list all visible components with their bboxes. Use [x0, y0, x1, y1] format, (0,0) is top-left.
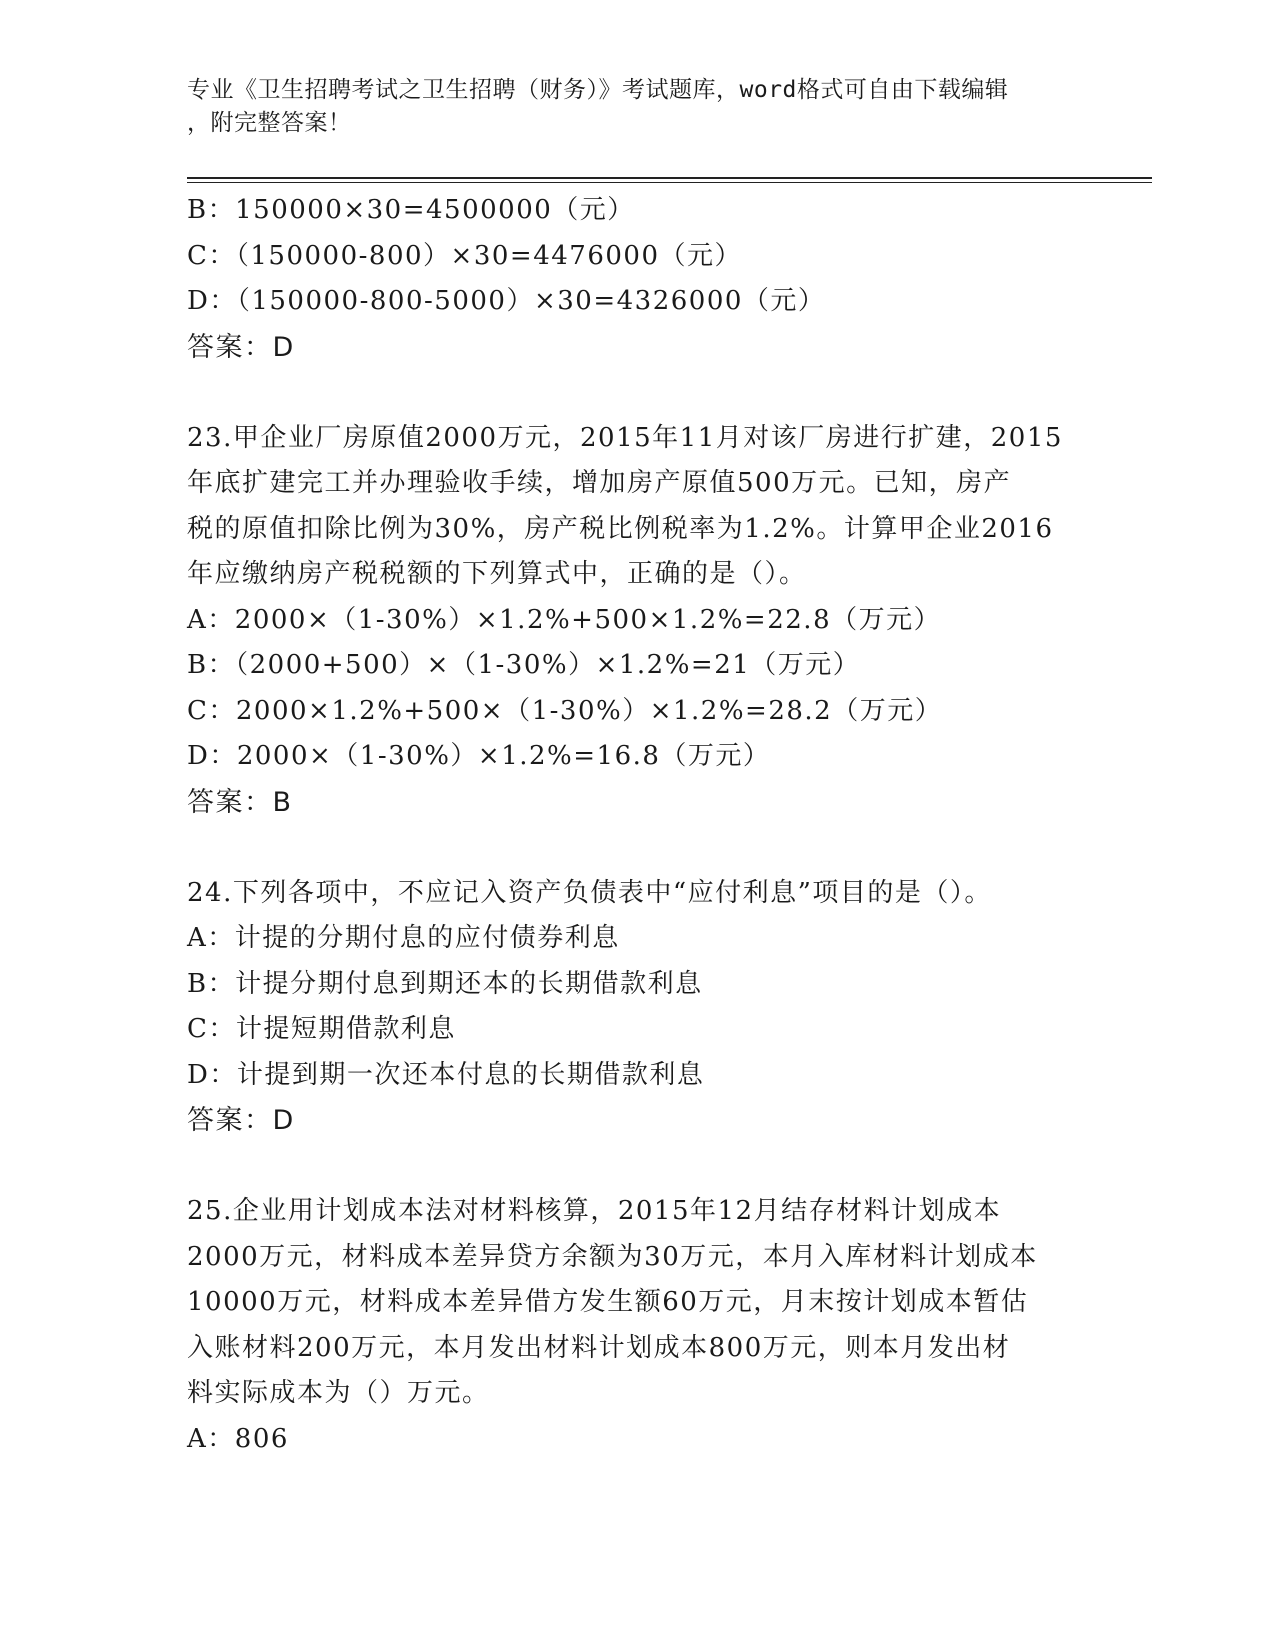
option-d: D：（150000-800-5000）×30=4326000（元） — [187, 286, 826, 316]
answer: 答案：D — [187, 1105, 295, 1136]
option-b: B：计提分期付息到期还本的长期借款利息 — [187, 968, 703, 999]
question-stem-line: 年底扩建完工并办理验收手续，增加房产原值500万元。已知，房产 — [187, 468, 1012, 498]
option-a: A：2000×（1-30%）×1.2%+500×1.2%=22.8（万元） — [187, 604, 942, 635]
spacer — [187, 825, 1087, 871]
option-a: A：806 — [187, 1423, 289, 1454]
option-b: B：（2000+500）×（1-30%）×1.2%=21（万元） — [187, 650, 861, 680]
option-c: C：计提短期借款利息 — [187, 1014, 456, 1044]
header-line-2: ，附完整答案！ — [187, 110, 352, 136]
option-c: C：（150000-800）×30=4476000（元） — [187, 240, 743, 271]
question-stem-line: 23.甲企业厂房原值2000万元，2015年11月对该厂房进行扩建，2015 — [187, 422, 1063, 453]
question-stem-line: 25.企业用计划成本法对材料核算，2015年12月结存材料计划成本 — [187, 1196, 1002, 1226]
question-stem-line: 10000万元，材料成本差异借方发生额60万元，月末按计划成本暂估 — [187, 1287, 1029, 1317]
question-stem-line: 料实际成本为（）万元。 — [187, 1378, 490, 1408]
question-22-tail — [187, 188, 1087, 370]
spacer — [187, 1144, 1087, 1190]
option-d: D：计提到期一次还本付息的长期借款利息 — [187, 1059, 705, 1090]
option-b: B：150000×30=4500000（元） — [187, 195, 635, 225]
question-content — [187, 188, 1087, 1462]
question-stem-line: 24.下列各项中，不应记入资产负债表中“应付利息”项目的是（）。 — [187, 877, 992, 908]
question-25 — [187, 1189, 1087, 1462]
answer: 答案：D — [187, 331, 295, 363]
question-stem-line: 年应缴纳房产税税额的下列算式中，正确的是（）。 — [187, 559, 807, 589]
header-divider — [187, 177, 1152, 183]
option-d: D：2000×（1-30%）×1.2%=16.8（万元） — [187, 741, 771, 771]
option-c: C：2000×1.2%+500×（1-30%）×1.2%=28.2（万元） — [187, 695, 943, 726]
question-stem-line: 入账材料200万元，本月发出材料计划成本800万元，则本月发出材 — [187, 1332, 1011, 1363]
question-23 — [187, 416, 1087, 826]
header-line-1: 专业《卫生招聘考试之卫生招聘（财务）》考试题库，word格式可自由下载编辑 — [187, 77, 1009, 103]
question-24 — [187, 871, 1087, 1144]
spacer — [187, 370, 1087, 416]
question-stem-line: 税的原值扣除比例为30%，房产税比例税率为1.2%。计算甲企业2016 — [187, 513, 1054, 544]
question-stem-line: 2000万元，材料成本差异贷方余额为30万元，本月入库材料计划成本 — [187, 1241, 1038, 1272]
option-a: A：计提的分期付息的应付债券利息 — [187, 923, 620, 953]
answer: 答案：B — [187, 786, 293, 818]
page-header — [187, 74, 1087, 140]
